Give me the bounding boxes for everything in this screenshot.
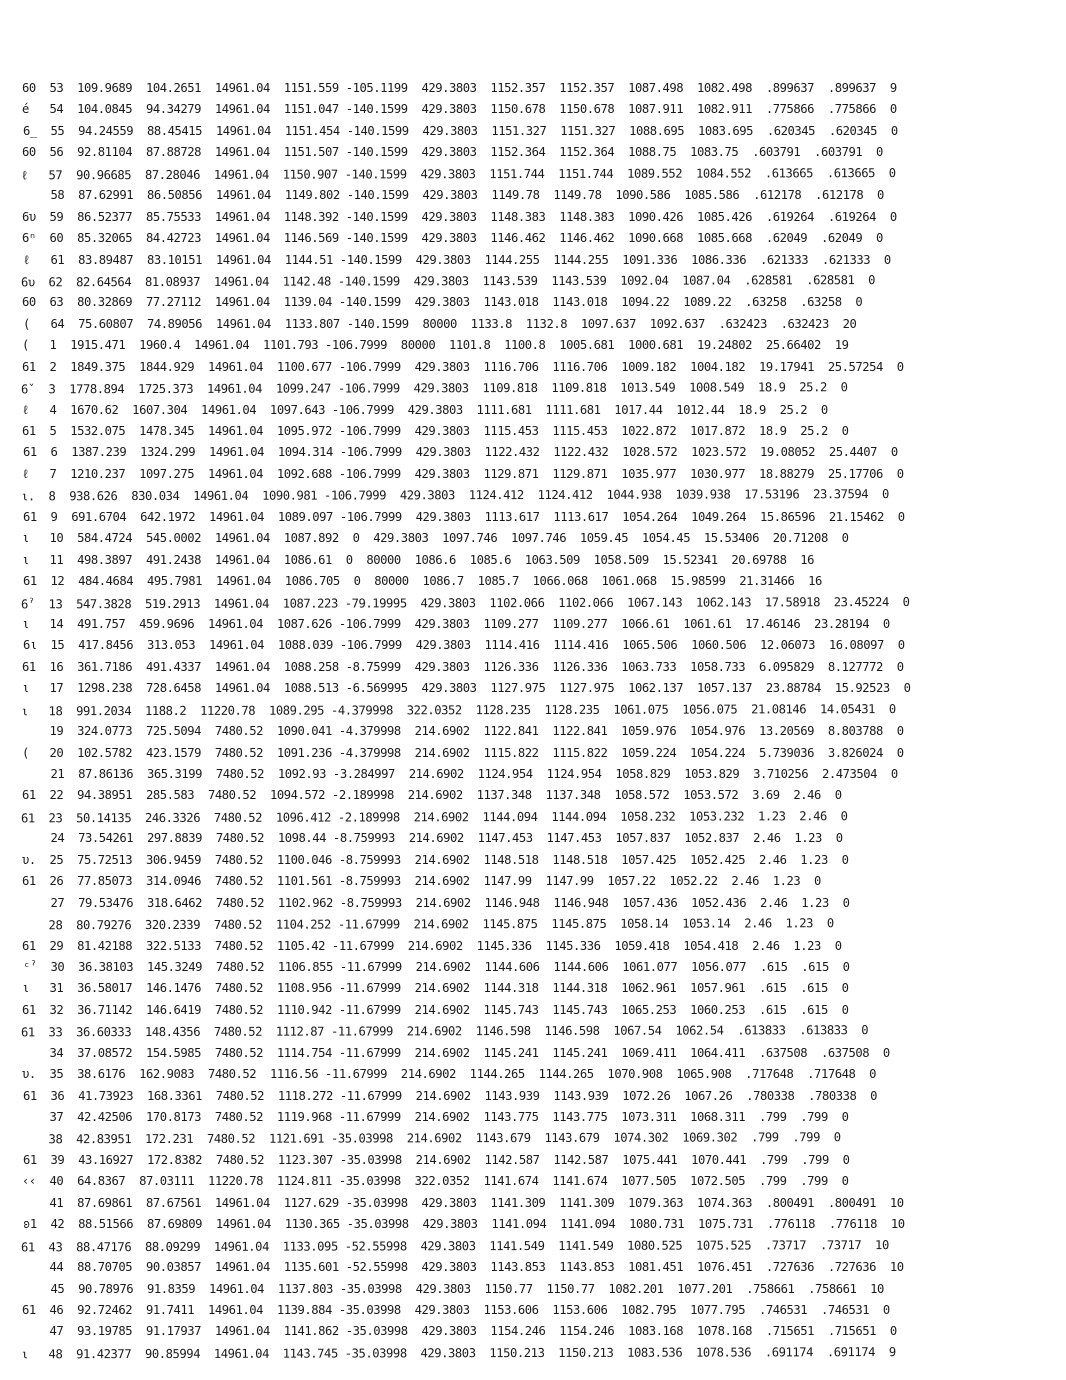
table-row: ‹‹ 40 64.8367 87.03111 11220.78 1124.811 -35.03998 322.0352 1141.674 1141.674 1077.505 1072.505 .799 .799 0 bbox=[22, 1174, 849, 1189]
table-row: 41 87.69861 87.67561 14961.04 1127.629 -35.03998 429.3803 1141.309 1141.309 1079.363 1074.363 .800491 .800491 10 bbox=[22, 1195, 904, 1210]
table-row: 61 33 36.60333 148.4356 7480.52 1112.87 -11.67999 214.6902 1146.598 1146.598 1067.54 1062.54 .613833 .613833 0 bbox=[20, 1023, 869, 1040]
table-row: ℓ 7 1210.237 1097.275 14961.04 1092.688 -106.7999 429.3803 1129.871 1129.871 1035.977 1030.977 18.88279 25.17706 0 bbox=[22, 466, 904, 481]
table-row: 6_ 55 94.24559 88.45415 14961.04 1151.454 -140.1599 429.3803 1151.327 1151.327 1088.695 1083.695 .620345 .620345 0 bbox=[23, 123, 898, 138]
table-row: ( 1 1915.471 1960.4 14961.04 1101.793 -106.7999 80000 1101.8 1100.8 1005.681 1000.681 19.24802 25.66402 19 bbox=[22, 338, 849, 353]
table-row: 6ˀ 13 547.3828 519.2913 14961.04 1087.223 -79.19995 429.3803 1102.066 1102.066 1067.143 1062.143 17.58918 23.45224 0 bbox=[20, 594, 910, 611]
data-table bbox=[22, 78, 1052, 1364]
table-row: 61 6 1387.239 1324.299 14961.04 1094.314 -106.7999 429.3803 1122.432 1122.432 1028.572 1023.572 19.08052 25.4407 0 bbox=[23, 445, 898, 460]
table-row: 61 5 1532.075 1478.345 14961.04 1095.972 -106.7999 429.3803 1115.453 1115.453 1022.872 1017.872 18.9 25.2 0 bbox=[22, 424, 849, 438]
table-row: ℓ 61 83.89487 83.10151 14961.04 1144.51 -140.1599 429.3803 1144.255 1144.255 1091.336 1086.336 .621333 .621333 0 bbox=[23, 252, 891, 267]
table-row: 61 2 1849.375 1844.929 14961.04 1100.677 -106.7999 429.3803 1116.706 1116.706 1009.182 1004.182 19.17941 25.57254 0 bbox=[22, 359, 904, 374]
table-row: ι 48 91.42377 90.85994 14961.04 1143.745 -35.03998 429.3803 1150.213 1150.213 1083.536 1078.536 .691174 .691174 9 bbox=[20, 1344, 896, 1362]
table-row: ι 18 991.2034 1188.2 11220.78 1089.295 -4.379998 322.0352 1128.235 1128.235 1061.075 1056.075 21.08146 14.05431 0 bbox=[20, 701, 896, 719]
table-row: 61 22 94.38951 285.583 7480.52 1094.572 -2.189998 214.6902 1137.348 1137.348 1058.572 1053.572 3.69 2.46 0 bbox=[22, 788, 842, 803]
table-row: 61 43 88.47176 88.09299 14961.04 1133.095 -52.55998 429.3803 1141.549 1141.549 1080.525 1075.525 .73717 .73717 10 bbox=[20, 1237, 889, 1254]
table-row: 19 324.0773 725.5094 7480.52 1090.041 -4.379998 214.6902 1122.841 1122.841 1059.976 1054.976 13.20569 8.803788 0 bbox=[22, 724, 904, 739]
table-row: ʚ1 42 88.51566 87.69809 14961.04 1130.365 -35.03998 429.3803 1141.094 1141.094 1080.731 1075.731 .776118 .776118 10 bbox=[23, 1217, 905, 1232]
table-row: 45 90.78976 91.8359 14961.04 1137.803 -35.03998 429.3803 1150.77 1150.77 1082.201 1077.201 .758661 .758661 10 bbox=[23, 1281, 884, 1296]
table-row: 60 56 92.81104 87.88728 14961.04 1151.507 -140.1599 429.3803 1152.364 1152.364 1088.75 1083.75 .603791 .603791 0 bbox=[22, 145, 883, 160]
table-row: ι. 8 938.626 830.034 14961.04 1090.981 -106.7999 429.3803 1124.412 1124.412 1044.938 1039.938 17.53196 23.37594 0 bbox=[20, 487, 889, 504]
table-row: 58 87.62991 86.50856 14961.04 1149.802 -140.1599 429.3803 1149.78 1149.78 1090.586 1085.586 .612178 .612178 0 bbox=[23, 188, 884, 203]
table-row: 6υ 59 86.52377 85.75533 14961.04 1148.392 -140.1599 429.3803 1148.383 1148.383 1090.426 1085.426 .619264 .619264 0 bbox=[22, 209, 897, 224]
table-row: ᶜˀ 30 36.38103 145.3249 7480.52 1106.855 -11.67999 214.6902 1144.606 1144.606 1061.077 1056.077 .615 .615 0 bbox=[23, 959, 850, 974]
table-row: 61 9 691.6704 642.1972 14961.04 1089.097 -106.7999 429.3803 1113.617 1113.617 1054.264 1049.264 15.86596 21.15462 0 bbox=[23, 509, 905, 524]
table-row: 37 42.42506 170.8173 7480.52 1119.968 -11.67999 214.6902 1143.775 1143.775 1073.311 1068.311 .799 .799 0 bbox=[22, 1110, 849, 1124]
table-row: 61 29 81.42188 322.5133 7480.52 1105.42 -11.67999 214.6902 1145.336 1145.336 1059.418 1054.418 2.46 1.23 0 bbox=[22, 938, 842, 953]
table-row: 6ˇ 3 1778.894 1725.373 14961.04 1099.247 -106.7999 429.3803 1109.818 1109.818 1013.549 1008.549 18.9 25.2 0 bbox=[20, 380, 848, 397]
table-row: 60 53 109.9689 104.2651 14961.04 1151.559 -105.1199 429.3803 1152.357 1152.357 1087.498 1082.498 .899637 .899637 9 bbox=[22, 81, 897, 95]
table-row: 34 37.08572 154.5985 7480.52 1114.754 -11.67999 214.6902 1145.241 1145.241 1069.411 1064.411 .637508 .637508 0 bbox=[22, 1045, 890, 1060]
table-row: ι 31 36.58017 146.1476 7480.52 1108.956 -11.67999 214.6902 1144.318 1144.318 1062.961 1057.961 .615 .615 0 bbox=[22, 981, 849, 996]
table-row: 6ι 15 417.8456 313.053 14961.04 1088.039 -106.7999 429.3803 1114.416 1114.416 1065.506 1060.506 12.06073 16.08097 0 bbox=[23, 638, 905, 653]
table-row: 28 80.79276 320.2339 7480.52 1104.252 -11.67999 214.6902 1145.875 1145.875 1058.14 1053.14 2.46 1.23 0 bbox=[20, 916, 834, 933]
table-row: 60 63 80.32869 77.27112 14961.04 1139.04 -140.1599 429.3803 1143.018 1143.018 1094.22 1089.22 .63258 .63258 0 bbox=[22, 295, 863, 310]
table-row: 61 36 41.73923 168.3361 7480.52 1118.272 -11.67999 214.6902 1143.939 1143.939 1072.26 1067.26 .780338 .780338 0 bbox=[23, 1088, 878, 1103]
table-row: 38 42.83951 172.231 7480.52 1121.691 -35.03998 214.6902 1143.679 1143.679 1074.302 1069.302 .799 .799 0 bbox=[20, 1130, 841, 1147]
table-row: 27 79.53476 318.6462 7480.52 1102.962 -8.759993 214.6902 1146.948 1146.948 1057.436 1052.436 2.46 1.23 0 bbox=[23, 895, 850, 910]
table-row: ℓ 57 90.96685 87.28046 14961.04 1150.907 -140.1599 429.3803 1151.744 1151.744 1089.552 1084.552 .613665 .613665 0 bbox=[20, 165, 896, 183]
table-row: 6υ 62 82.64564 81.08937 14961.04 1142.48 -140.1599 429.3803 1143.539 1143.539 1092.04 1087.04 .628581 .628581 0 bbox=[20, 273, 876, 290]
table-row: ( 64 75.60807 74.89056 14961.04 1133.807 -140.1599 80000 1133.8 1132.8 1097.637 1092.637 .632423 .632423 20 bbox=[23, 316, 857, 331]
table-row: 61 39 43.16927 172.8382 7480.52 1123.307 -35.03998 214.6902 1142.587 1142.587 1075.441 1070.441 .799 .799 0 bbox=[23, 1152, 850, 1167]
table-row: ℓ 4 1670.62 1607.304 14961.04 1097.643 -106.7999 429.3803 1111.681 1111.681 1017.44 1012.44 18.9 25.2 0 bbox=[22, 402, 828, 417]
table-row: 44 88.70705 90.03857 14961.04 1135.601 -52.55998 429.3803 1143.853 1143.853 1081.451 1076.451 .727636 .727636 10 bbox=[22, 1260, 904, 1275]
table-row: 61 46 92.72462 91.7411 14961.04 1139.884 -35.03998 429.3803 1153.606 1153.606 1082.795 1077.795 .746531 .746531 0 bbox=[22, 1302, 890, 1317]
table-row: 6ⁿ 60 85.32065 84.42723 14961.04 1146.569 -140.1599 429.3803 1146.462 1146.462 1090.668 1085.668 .62049 .62049 0 bbox=[22, 231, 883, 246]
table-row: 61 16 361.7186 491.4337 14961.04 1088.258 -8.75999 429.3803 1126.336 1126.336 1063.733 1058.733 6.095829 8.127772 0 bbox=[22, 659, 904, 674]
table-row: ι 14 491.757 459.9696 14961.04 1087.626 -106.7999 429.3803 1109.277 1109.277 1066.61 1061.61 17.46146 23.28194 0 bbox=[22, 616, 890, 631]
table-row: 61 32 36.71142 146.6419 7480.52 1110.942 -11.67999 214.6902 1145.743 1145.743 1065.253 1060.253 .615 .615 0 bbox=[22, 1002, 849, 1017]
table-row: ι 11 498.3897 491.2438 14961.04 1086.61 0 80000 1086.6 1085.6 1063.509 1058.509 15.52341 20.69788 16 bbox=[22, 552, 815, 567]
table-row: 61 12 484.4684 495.7981 14961.04 1086.705 0 80000 1086.7 1085.7 1066.068 1061.068 15.98599 21.31466 16 bbox=[23, 574, 822, 589]
table-row: 21 87.86136 365.3199 7480.52 1092.93 -3.284997 214.6902 1124.954 1124.954 1058.829 1053.829 3.710256 2.473504 0 bbox=[23, 767, 898, 781]
table-row: é 54 104.0845 94.34279 14961.04 1151.047 -140.1599 429.3803 1150.678 1150.678 1087.911 1082.911 .775866 .775866 0 bbox=[22, 102, 897, 117]
table-row: ι 17 1298.238 728.6458 14961.04 1088.513 -6.569995 429.3803 1127.975 1127.975 1062.137 1057.137 23.88784 15.92523 0 bbox=[22, 681, 911, 696]
table-row: 24 73.54261 297.8839 7480.52 1098.44 -8.759993 214.6902 1147.453 1147.453 1057.837 1052.837 2.46 1.23 0 bbox=[23, 831, 843, 846]
table-row: 61 23 50.14135 246.3326 7480.52 1096.412 -2.189998 214.6902 1144.094 1144.094 1058.232 1053.232 1.23 2.46 0 bbox=[20, 809, 848, 826]
table-row: ι 10 584.4724 545.0002 14961.04 1087.892 0 429.3803 1097.746 1097.746 1059.45 1054.45 15.53406 20.71208 0 bbox=[22, 531, 849, 546]
table-row: υ. 25 75.72513 306.9459 7480.52 1100.046 -8.759993 214.6902 1148.518 1148.518 1057.425 1052.425 2.46 1.23 0 bbox=[22, 852, 849, 867]
table-row: 47 93.19785 91.17937 14961.04 1141.862 -35.03998 429.3803 1154.246 1154.246 1083.168 1078.168 .715651 .715651 0 bbox=[22, 1324, 897, 1339]
table-row: υ. 35 38.6176 162.9083 7480.52 1116.56 -11.67999 214.6902 1144.265 1144.265 1070.908 1065.908 .717648 .717648 0 bbox=[22, 1067, 877, 1082]
table-row: ( 20 102.5782 423.1579 7480.52 1091.236 -4.379998 214.6902 1115.822 1115.822 1059.224 1054.224 5.739036 3.826024 0 bbox=[22, 745, 904, 760]
table-row: 61 26 77.85073 314.0946 7480.52 1101.561 -8.759993 214.6902 1147.99 1147.99 1057.22 1052.22 2.46 1.23 0 bbox=[22, 874, 821, 889]
